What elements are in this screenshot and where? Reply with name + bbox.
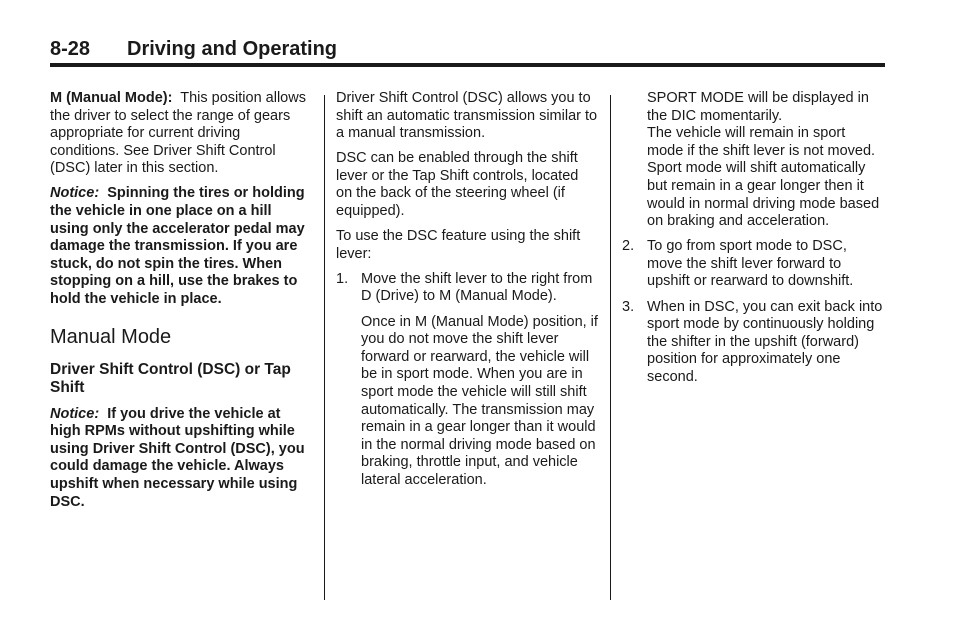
list-text: Move the shift lever to the right from D (Drive) to M (Manual Mode).	[361, 270, 593, 305]
list-item	[622, 299, 884, 387]
list-text: To go from sport mode to DSC, move the shift lever forward to upshift or rearward to downshift.	[647, 238, 854, 290]
paragraph: DSC can be enabled through the shift lever or the Tap Shift controls, located on the back of the steering wheel (if equipped).	[336, 150, 579, 220]
subsection-heading: Driver Shift Control (DSC) or Tap Shift	[50, 360, 291, 397]
column-divider	[324, 95, 325, 600]
column-right	[622, 90, 884, 394]
list-item	[622, 238, 884, 291]
manual-mode-paragraph	[50, 90, 312, 178]
column-left	[50, 90, 312, 519]
section-title: Driving and Operating	[127, 38, 338, 60]
term-label: M (Manual Mode):	[50, 90, 173, 106]
paragraph-text: This position allows the driver to select the range of gears appropriate for current driving conditions. See Driver Shift Control (DSC) later in this section.	[50, 90, 306, 177]
list-item-paragraph: Once in M (Manual Mode) position, if you do not move the shift lever forward or rearward, the vehicle will be in sport mode. When you are in sport mode the vehicle will still shift automatically. The transmission may remain in a gear longer than it would in the normal driving mode based on braking, throttle input, and vehicle lateral acceleration.	[361, 313, 598, 488]
page-number: 8-28	[50, 38, 91, 60]
list-number: 2.	[622, 238, 635, 255]
header-rule	[50, 63, 885, 67]
column-middle	[336, 90, 598, 497]
list-item	[336, 271, 598, 306]
notice-text: Spinning the tires or holding the vehicle in one place on a hill using only the accelerator pedal may damage the transmission. If you are stuck, do not spin the tires. When stopping on a hill, use the brakes to hold the vehicle in place.	[50, 185, 305, 308]
notice-paragraph	[50, 406, 312, 512]
notice-label: Notice:	[50, 185, 100, 202]
notice-text: If you drive the vehicle at high RPMs without upshifting while using Driver Shift Control (DSC), you could damage the vehicle. Always upshift when necessary while using DSC.	[50, 405, 305, 510]
list-text: When in DSC, you can exit back into sport mode by continuously holding the shifter in the upshift (forward) position for approximately one second.	[647, 298, 883, 385]
page-header	[50, 38, 885, 64]
list-number: 3.	[622, 298, 635, 315]
list-number: 1.	[336, 270, 349, 287]
notice-label: Notice:	[50, 405, 100, 422]
column-divider	[610, 95, 611, 600]
list-item-continuation: SPORT MODE will be displayed in the DIC momentarily.	[647, 90, 869, 124]
list-item-continuation: The vehicle will remain in sport mode if the shift lever is not moved. Sport mode will shift automatically but remain in a gear longer then it would in normal driving mode based on braking and acceleration.	[647, 125, 880, 230]
section-heading: Manual Mode	[50, 325, 172, 348]
notice-paragraph	[50, 185, 312, 308]
paragraph: To use the DSC feature using the shift lever:	[336, 228, 581, 262]
paragraph: Driver Shift Control (DSC) allows you to shift an automatic transmission similar to a manual transmission.	[336, 90, 598, 142]
